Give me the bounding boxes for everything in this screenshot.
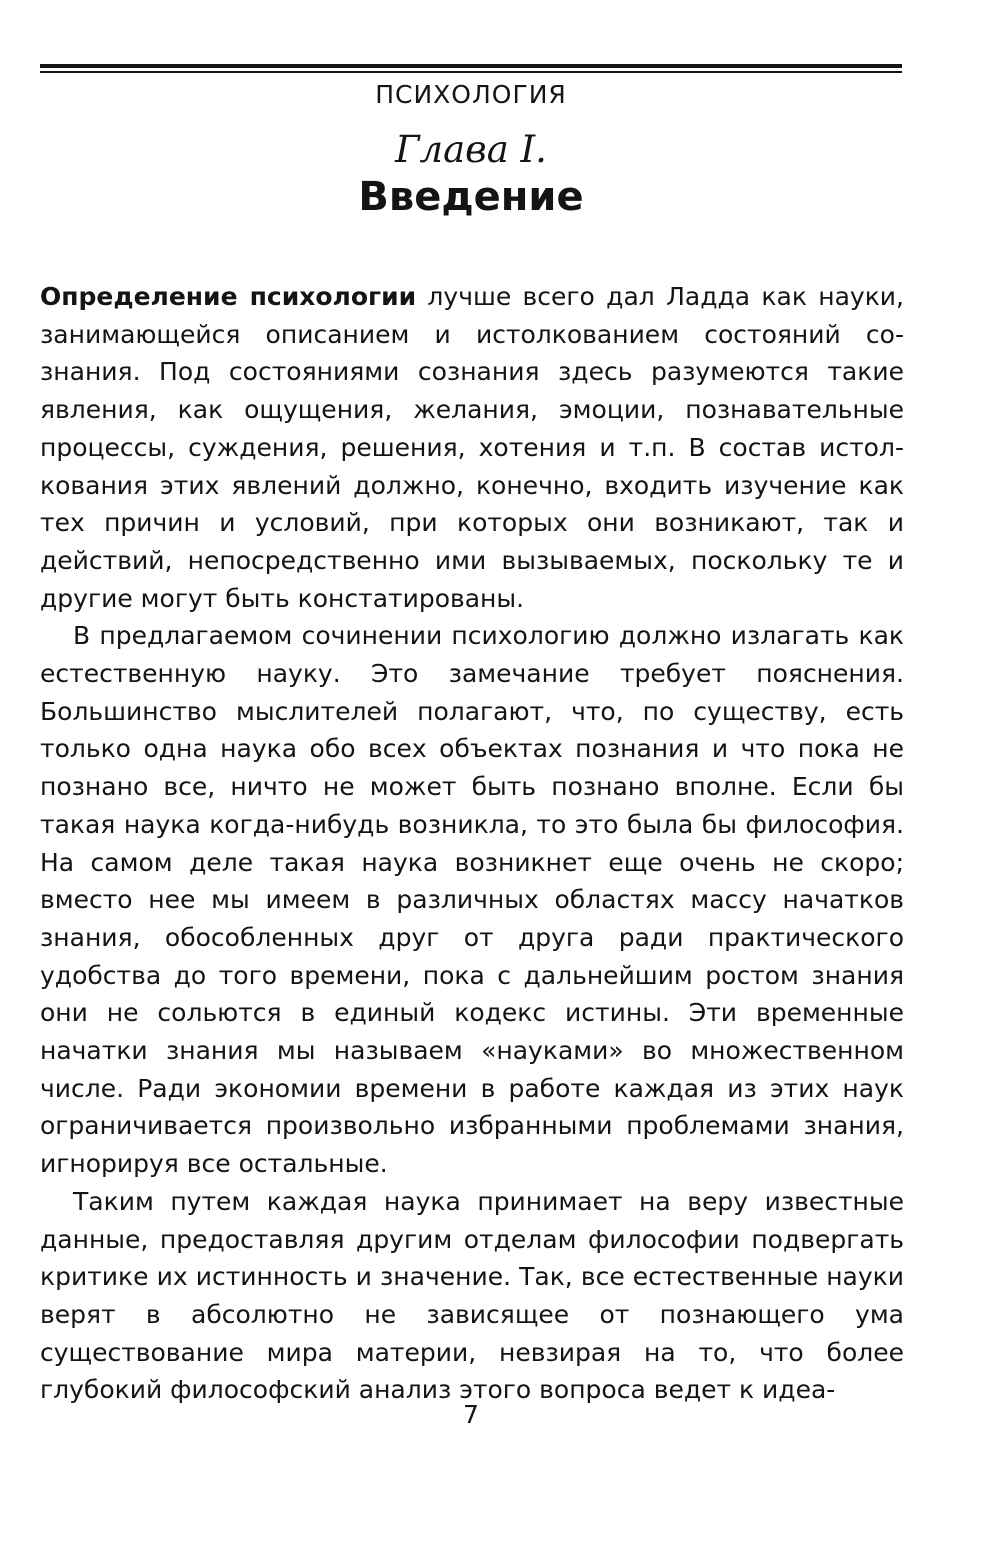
chapter-title: Введение [358,174,584,220]
paragraph-2: В предлагаемом сочинении психологию должно излагать как естественную науку. Это замечание требует пояснения. Большинство мыслителей полагают, что, по существу, есть только одна наука обо всех объектах познания и что пока не познано все, ничто не может быть познано вполне. Если бы такая наука когда-нибудь возникла, то это была бы философия. На самом деле такая наука возникнет еще очень не скоро; вместо нее мы имеем в различных областях массу начатков знания, обособленных друг от друга ради практического удобства до того времени, пока с дальнейшим ростом знания они не сольются в единый кодекс истины. Эти временные начатки знания мы называем «науками» во множественном числе. Ради экономии времени в работе каждая из этих наук ограничивается произвольно избранными проблемами знания, игнорируя все остальные. [40,621,904,1179]
page-number: 7 [463,1400,479,1429]
paragraph-3: Таким путем каждая наука принимает на веру известные данные, предоставляя другим отделам философии подвергать критике их истинность и значение. Так, все естественные науки верят в абсолютно не зависящее от познающего ума существование мира материи, невзирая на то, что более глубокий философский анализ этого вопроса ведет к идеа- [40,1186,904,1405]
lead-term: Определение психологии [40,282,417,311]
header-rule-thick [40,64,902,68]
running-head: ПСИХОЛОГИЯ [375,80,567,109]
paragraph-1 [40,278,904,617]
header-rule-thin [40,71,902,73]
paragraph-1-text: лучше всего дал Ладда как науки, занимающейся описанием и истолкованием состояний сознания. Под состояниями сознания здесь разумеются такие явления, как ощущения, желания, эмоции, познавательные процессы, суждения, решения, хотения и т.п. В состав истолкования этих явлений должно, конечно, входить изучение как тех причин и условий, при которых они возникают, так и действий, непосредственно ими вызываемых, поскольку те и другие могут быть констатированы. [40,282,904,613]
chapter-number: Глава I. [395,128,547,171]
body-text [40,278,904,1409]
